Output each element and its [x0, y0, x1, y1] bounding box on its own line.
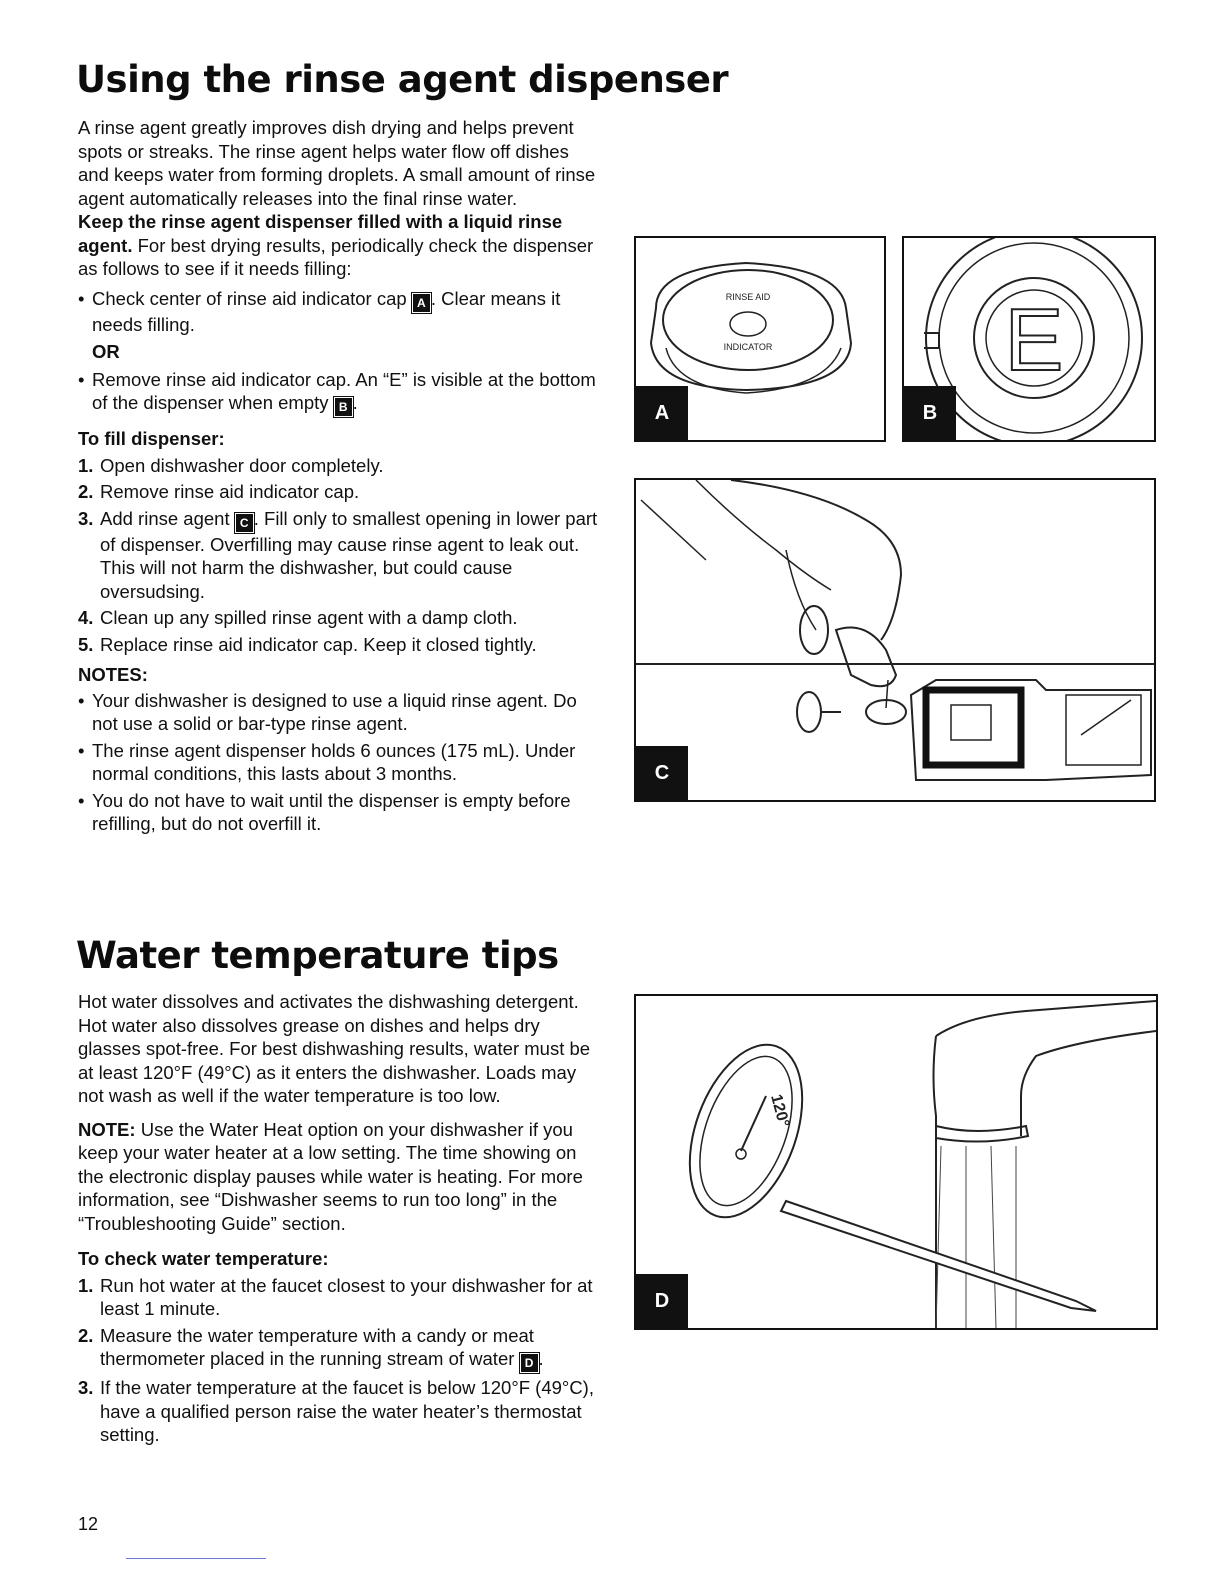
- note-item: • Your dishwasher is designed to use a liquid rinse agent. Do not use a solid or bar-type rinse agent.: [78, 689, 577, 734]
- note-item: • You do not have to wait until the dispenser is empty before refilling, but do not overfill it.: [78, 789, 571, 834]
- figure-d-thermometer: [634, 994, 1158, 1330]
- page-number: 12: [78, 1514, 99, 1534]
- svg-text:120°: 120°: [767, 1092, 793, 1130]
- figure-tag-d: D: [520, 1353, 539, 1373]
- figure-tag-c: C: [235, 513, 254, 533]
- figure-b-label: B: [904, 386, 956, 440]
- bullet-check-cap: • Check center of rinse aid indicator cap A . Clear means it needs filling.: [78, 287, 561, 335]
- keep-filled-paragraph: [78, 210, 598, 281]
- fill-dispenser-heading: To fill dispenser:: [78, 428, 225, 449]
- svg-text:RINSE AID: RINSE AID: [725, 292, 771, 302]
- figure-a-label: A: [636, 386, 688, 440]
- rinse-intro: A rinse agent greatly improves dish drying and helps prevent spots or streaks. The rinse agent helps water flow off dishes and keeps water from forming droplets. A small amount of rinse agent automatically releases into the final rinse water.: [78, 117, 596, 209]
- keep-filled-rest: For best drying results, periodically check the dispenser as follows to see if it needs filling:: [78, 234, 594, 279]
- rinse-agent-text: [78, 116, 598, 836]
- bullet-remove-cap: • Remove rinse aid indicator cap. An “E” is visible at the bottom of the dispenser when empty B .: [78, 368, 598, 418]
- figure-c-add-rinse-agent: [634, 478, 1156, 802]
- fill-step-2: 2. Remove rinse aid indicator cap.: [78, 481, 360, 502]
- section-title-water-temperature: Water temperature tips: [76, 934, 559, 977]
- check-temperature-heading: To check water temperature:: [78, 1248, 329, 1269]
- water-intro: Hot water dissolves and activates the dishwashing detergent. Hot water also dissolves grease on dishes and helps dry glasses spot-free. For best dishwashing results, water must be at least 120°F (49°C) as it enters the dishwasher. Loads may not wash as well if the water temperature is too low.: [78, 991, 591, 1106]
- svg-text:E: E: [1004, 290, 1064, 389]
- figure-c-label: C: [636, 746, 688, 800]
- add-rinse-agent-illustration: [636, 480, 1154, 800]
- figure-d-label: D: [636, 1274, 688, 1328]
- keep-filled-bold: Keep the rinse agent dispenser filled with a liquid rinse agent.: [78, 211, 563, 256]
- figure-b-empty-indicator: [902, 236, 1156, 442]
- footer-rule: [126, 1558, 266, 1559]
- fill-step-1: 1. Open dishwasher door completely.: [78, 454, 384, 476]
- fill-step-4: 4. Clean up any spilled rinse agent with a damp cloth.: [78, 607, 518, 628]
- water-temperature-text: [78, 990, 598, 1450]
- temp-step-3: 3. If the water temperature at the faucet is below 120°F (49°C), have a qualified person raise the water heater’s thermostat setting.: [78, 1377, 594, 1445]
- note-item: • The rinse agent dispenser holds 6 ounces (175 mL). Under normal conditions, this lasts about 3 months.: [78, 739, 576, 784]
- temp-step-2: 2. Measure the water temperature with a candy or meat thermometer placed in the running stream of water D .: [78, 1324, 598, 1374]
- figure-a-indicator-cap: [634, 236, 886, 442]
- fill-step-3: 3. Add rinse agent C . Fill only to smallest opening in lower part of dispenser. Overfilling may cause rinse agent to leak out. This will not harm the dishwasher, but could cause oversudsing.: [78, 507, 598, 602]
- or-label: OR: [92, 341, 120, 362]
- svg-text:INDICATOR: INDICATOR: [723, 342, 773, 352]
- water-heat-note: NOTE: Use the Water Heat option on your dishwasher if you keep your water heater at a low setting. The time showing on the electronic display pauses while water is heating. For more information, see “Dishwasher seems to run too long” in the “Troubleshooting Guide” section.: [78, 1118, 583, 1234]
- figure-tag-a: A: [412, 293, 431, 313]
- section-title-rinse-agent: Using the rinse agent dispenser: [76, 58, 729, 101]
- fill-step-5: 5. Replace rinse aid indicator cap. Keep it closed tightly.: [78, 633, 537, 655]
- temp-step-1: 1. Run hot water at the faucet closest to your dishwasher for at least 1 minute.: [78, 1274, 593, 1319]
- figure-tag-b: B: [334, 397, 353, 417]
- notes-heading: NOTES:: [78, 664, 148, 685]
- thermometer-illustration: [636, 996, 1156, 1328]
